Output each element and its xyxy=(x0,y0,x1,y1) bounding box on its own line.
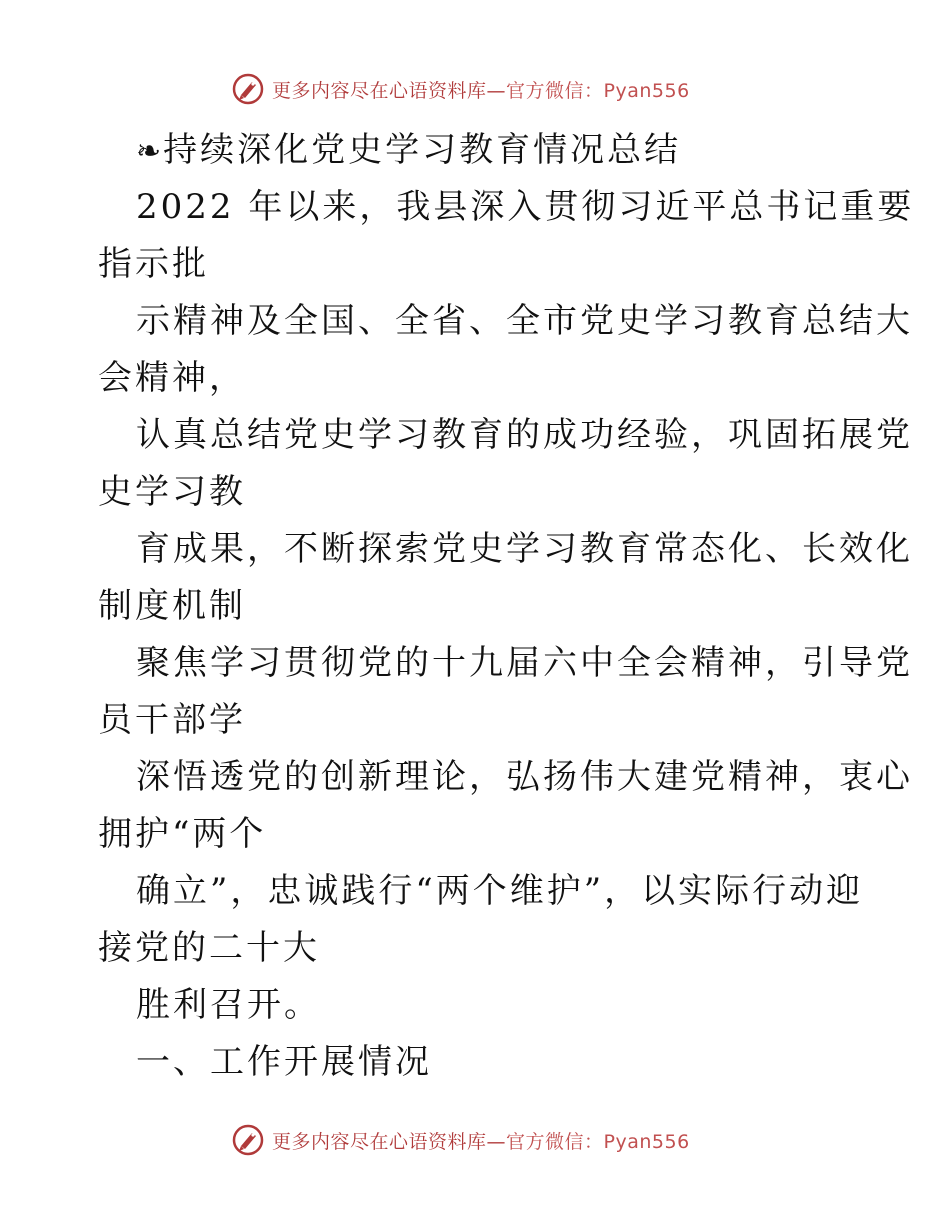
pen-logo-icon xyxy=(232,1124,264,1156)
watermark-main: 更多内容尽在心语资料库 xyxy=(272,1130,487,1153)
text-line: 制度机制 xyxy=(98,586,246,626)
watermark-banner-bottom xyxy=(232,1122,690,1158)
title-text: 持续深化党史学习教育情况总结 xyxy=(163,130,682,170)
text-line: 确立”，忠诚践行“两个维护”，以实际行动迎 xyxy=(136,871,864,911)
text-line: 育成果，不断探索党史学习教育常态化、长效化 xyxy=(136,529,913,569)
text-line: 2022 年以来，我县深入贯彻习近平总书记重要 xyxy=(136,187,915,227)
text-line: 会精神， xyxy=(98,358,246,398)
text-line: 拥护“两个 xyxy=(98,814,267,854)
text-line: 示精神及全国、全省、全市党史学习教育总结大 xyxy=(136,301,913,341)
fleuron-icon: ❧ xyxy=(136,134,162,169)
watermark-wechat: 官方微信：Pyan556 xyxy=(506,79,690,102)
text-line: 聚焦学习贯彻党的十九届六中全会精神，引导党 xyxy=(136,643,913,683)
watermark-separator: — xyxy=(486,79,507,102)
text-line: 指示批 xyxy=(98,244,209,284)
text-line: 一、工作开展情况 xyxy=(136,1042,432,1082)
text-line: 认真总结党史学习教育的成功经验，巩固拓展党 xyxy=(136,415,913,455)
paragraph-lines xyxy=(98,179,915,1091)
text-line: 员干部学 xyxy=(98,700,246,740)
text-line: 接党的二十大 xyxy=(98,928,320,968)
pen-logo-icon xyxy=(232,73,264,105)
watermark-main: 更多内容尽在心语资料库 xyxy=(272,79,487,102)
text-line: 深悟透党的创新理论，弘扬伟大建党精神，衷心 xyxy=(136,757,913,797)
watermark-text xyxy=(272,1127,690,1154)
watermark-text xyxy=(272,76,690,103)
watermark-banner-top xyxy=(232,71,690,107)
text-line: 史学习教 xyxy=(98,472,246,512)
document-title xyxy=(98,122,858,179)
document-body xyxy=(98,122,915,1091)
watermark-wechat: 官方微信：Pyan556 xyxy=(506,1130,690,1153)
watermark-separator: — xyxy=(486,1130,507,1153)
text-line: 胜利召开。 xyxy=(136,985,321,1025)
